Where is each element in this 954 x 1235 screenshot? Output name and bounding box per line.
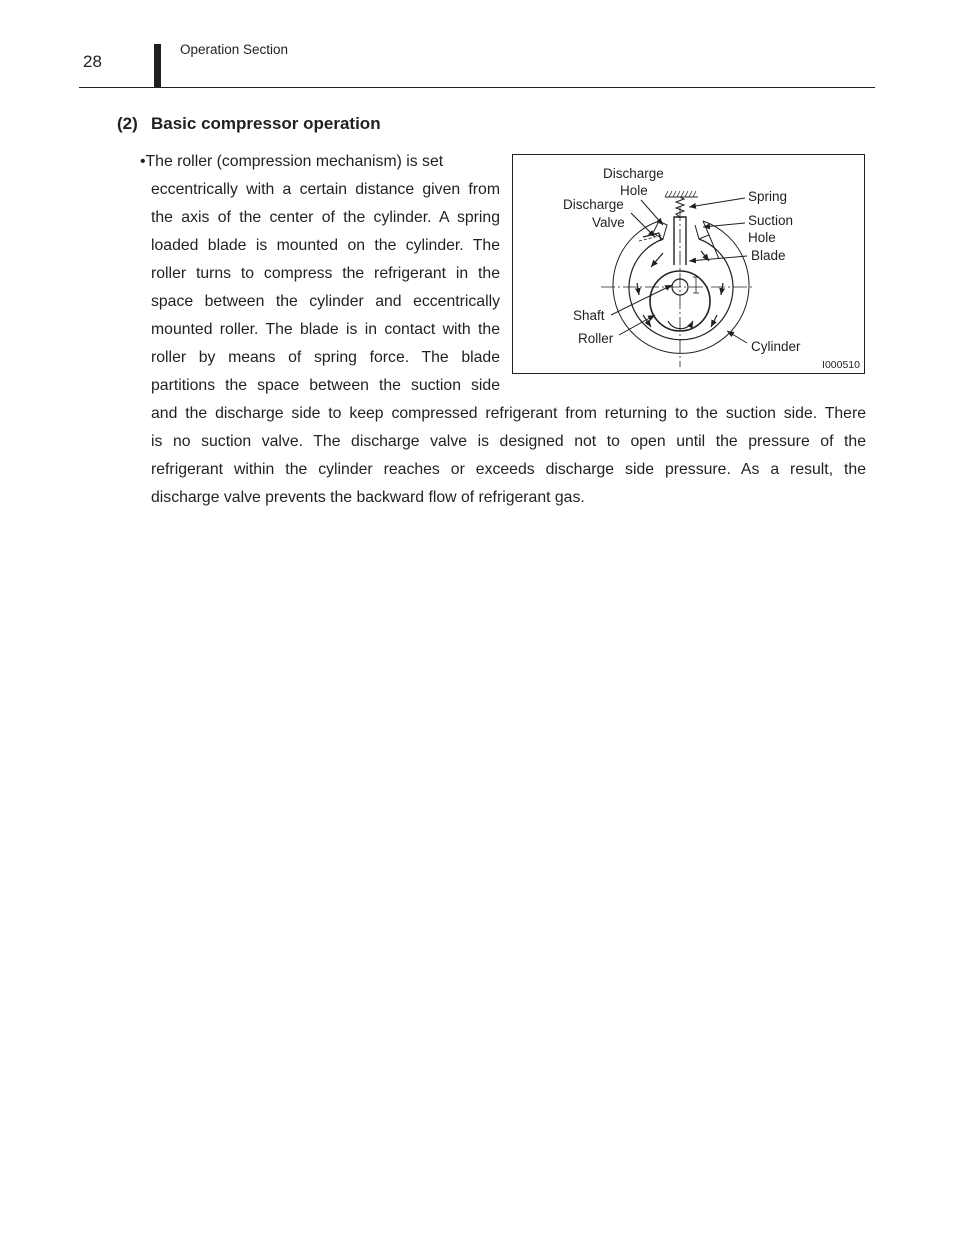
section-title [117,114,381,134]
leader-discharge-valve [631,213,655,237]
body-line: refrigerant within the cylinder reaches or exceeds discharge side pressure. As a result, the [151,461,866,478]
compressor-figure [512,154,865,374]
leader-shaft [611,285,672,315]
label-discharge-valve-line2: Valve [592,215,625,230]
label-shaft: Shaft [573,308,605,323]
body-line: loaded blade is mounted on the cylinder. The [151,237,500,254]
running-head: Operation Section [180,42,289,57]
body-paragraph-wrapped [140,148,500,400]
label-blade: Blade [751,248,786,263]
leader-cylinder [727,331,747,343]
body-line: eccentrically with a certain distance given from [151,181,500,198]
label-suction-hole-line1: Suction [748,213,794,228]
leader-discharge-hole [641,200,663,225]
suction-passage [695,221,709,239]
body-line: partitions the space between the suction side [151,377,500,394]
header-bar [154,44,161,87]
section-title-text: Basic compressor operation [151,114,381,133]
label-cylinder: Cylinder [751,339,801,354]
label-suction-hole-line2: Hole [748,230,776,245]
body-line: mounted roller. The blade is in contact with the [151,321,500,338]
body-line: is no suction valve. The discharge valve is designed not to open until the pressure of the [151,433,866,450]
body-line: discharge valve prevents the backward flow of refrigerant gas. [151,489,585,506]
section-number: (2) [117,114,138,133]
label-discharge-hole-line2: Hole [620,183,648,198]
header-rule [79,87,875,88]
leader-spring [689,198,745,207]
figure-code: I000510 [822,359,860,371]
page-number: 28 [83,52,102,71]
label-discharge-hole-line1: Discharge [603,166,664,181]
body-line: and the discharge side to keep compressed refrigerant from returning to the suction side. There [151,405,866,422]
body-line: roller turns to compress the refrigerant in the [151,265,500,282]
body-line: roller by means of spring force. The blade [151,349,500,366]
compressor-diagram [513,155,866,375]
label-roller: Roller [578,331,614,346]
label-spring: Spring [748,189,788,204]
body-paragraph-full [151,400,866,512]
body-line: space between the cylinder and eccentrically [151,293,500,310]
body-line: •The roller (compression mechanism) is set [140,153,444,170]
label-discharge-valve-line1: Discharge [563,197,624,212]
body-line: the axis of the center of the cylinder. A spring [151,209,500,226]
